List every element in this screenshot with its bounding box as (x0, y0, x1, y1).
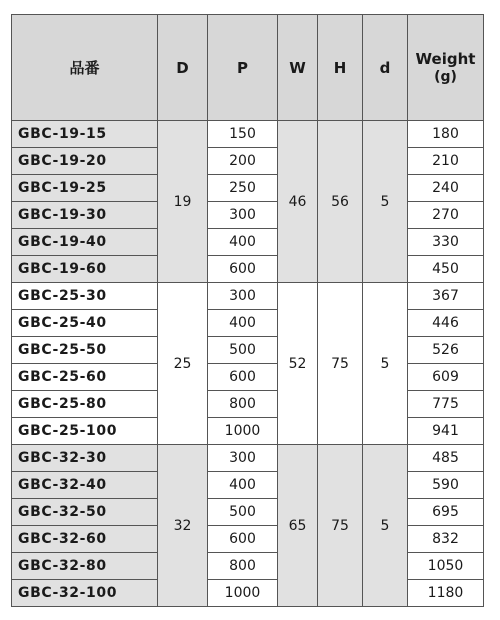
table-row (12, 148, 484, 175)
p-cell: 1000 (208, 580, 278, 607)
p-cell: 300 (208, 445, 278, 472)
p-cell: 500 (208, 499, 278, 526)
table-row (12, 121, 484, 148)
weight-cell: 270 (408, 202, 484, 229)
table-row (12, 175, 484, 202)
part-number-cell: GBC-25-80 (12, 391, 158, 418)
d-lower-cell: 5 (363, 121, 408, 283)
d-upper-cell: 32 (158, 445, 208, 607)
table-row (12, 256, 484, 283)
part-number-cell: GBC-32-30 (12, 445, 158, 472)
w-cell: 46 (278, 121, 318, 283)
d-upper-cell: 25 (158, 283, 208, 445)
d-upper-cell: 19 (158, 121, 208, 283)
header-d-lower: d (363, 15, 408, 121)
p-cell: 150 (208, 121, 278, 148)
h-cell: 75 (318, 283, 363, 445)
header-weight-label: Weight (415, 49, 476, 68)
table-row (12, 391, 484, 418)
part-number-cell: GBC-32-60 (12, 526, 158, 553)
d-lower-cell: 5 (363, 445, 408, 607)
weight-cell: 526 (408, 337, 484, 364)
weight-cell: 485 (408, 445, 484, 472)
w-cell: 65 (278, 445, 318, 607)
p-cell: 400 (208, 229, 278, 256)
p-cell: 200 (208, 148, 278, 175)
table-row (12, 526, 484, 553)
table-row (12, 472, 484, 499)
part-number-cell: GBC-19-30 (12, 202, 158, 229)
header-h: H (318, 15, 363, 121)
table-row (12, 418, 484, 445)
p-cell: 600 (208, 526, 278, 553)
table-row (12, 337, 484, 364)
p-cell: 300 (208, 202, 278, 229)
part-number-cell: GBC-25-50 (12, 337, 158, 364)
weight-cell: 590 (408, 472, 484, 499)
weight-cell: 446 (408, 310, 484, 337)
table-row (12, 499, 484, 526)
weight-cell: 609 (408, 364, 484, 391)
p-cell: 800 (208, 553, 278, 580)
p-cell: 250 (208, 175, 278, 202)
h-cell: 56 (318, 121, 363, 283)
weight-cell: 367 (408, 283, 484, 310)
p-cell: 400 (208, 472, 278, 499)
table-row (12, 310, 484, 337)
part-number-cell: GBC-19-15 (12, 121, 158, 148)
header-p: P (208, 15, 278, 121)
part-number-cell: GBC-25-30 (12, 283, 158, 310)
table-row (12, 283, 484, 310)
d-lower-cell: 5 (363, 283, 408, 445)
p-cell: 1000 (208, 418, 278, 445)
table-row (12, 553, 484, 580)
product-spec-table (11, 14, 484, 607)
header-weight (408, 15, 484, 121)
header-w: W (278, 15, 318, 121)
weight-cell: 775 (408, 391, 484, 418)
weight-cell: 832 (408, 526, 484, 553)
part-number-cell: GBC-25-100 (12, 418, 158, 445)
header-row (12, 15, 484, 121)
w-cell: 52 (278, 283, 318, 445)
p-cell: 500 (208, 337, 278, 364)
part-number-cell: GBC-19-60 (12, 256, 158, 283)
h-cell: 75 (318, 445, 363, 607)
table-row (12, 229, 484, 256)
p-cell: 800 (208, 391, 278, 418)
header-weight-unit: (g) (434, 68, 457, 85)
part-number-cell: GBC-19-20 (12, 148, 158, 175)
header-d-upper: D (158, 15, 208, 121)
weight-cell: 450 (408, 256, 484, 283)
table-row (12, 364, 484, 391)
part-number-cell: GBC-32-50 (12, 499, 158, 526)
table-row (12, 445, 484, 472)
part-number-cell: GBC-19-40 (12, 229, 158, 256)
weight-cell: 330 (408, 229, 484, 256)
part-number-cell: GBC-19-25 (12, 175, 158, 202)
weight-cell: 695 (408, 499, 484, 526)
part-number-cell: GBC-25-40 (12, 310, 158, 337)
part-number-cell: GBC-25-60 (12, 364, 158, 391)
table-row (12, 580, 484, 607)
weight-cell: 1050 (408, 553, 484, 580)
part-number-cell: GBC-32-100 (12, 580, 158, 607)
weight-cell: 180 (408, 121, 484, 148)
p-cell: 400 (208, 310, 278, 337)
weight-cell: 240 (408, 175, 484, 202)
p-cell: 600 (208, 256, 278, 283)
weight-cell: 210 (408, 148, 484, 175)
weight-cell: 1180 (408, 580, 484, 607)
table-body (12, 121, 484, 607)
header-part-number: 品番 (12, 15, 158, 121)
weight-cell: 941 (408, 418, 484, 445)
part-number-cell: GBC-32-80 (12, 553, 158, 580)
p-cell: 600 (208, 364, 278, 391)
p-cell: 300 (208, 283, 278, 310)
part-number-cell: GBC-32-40 (12, 472, 158, 499)
table-row (12, 202, 484, 229)
